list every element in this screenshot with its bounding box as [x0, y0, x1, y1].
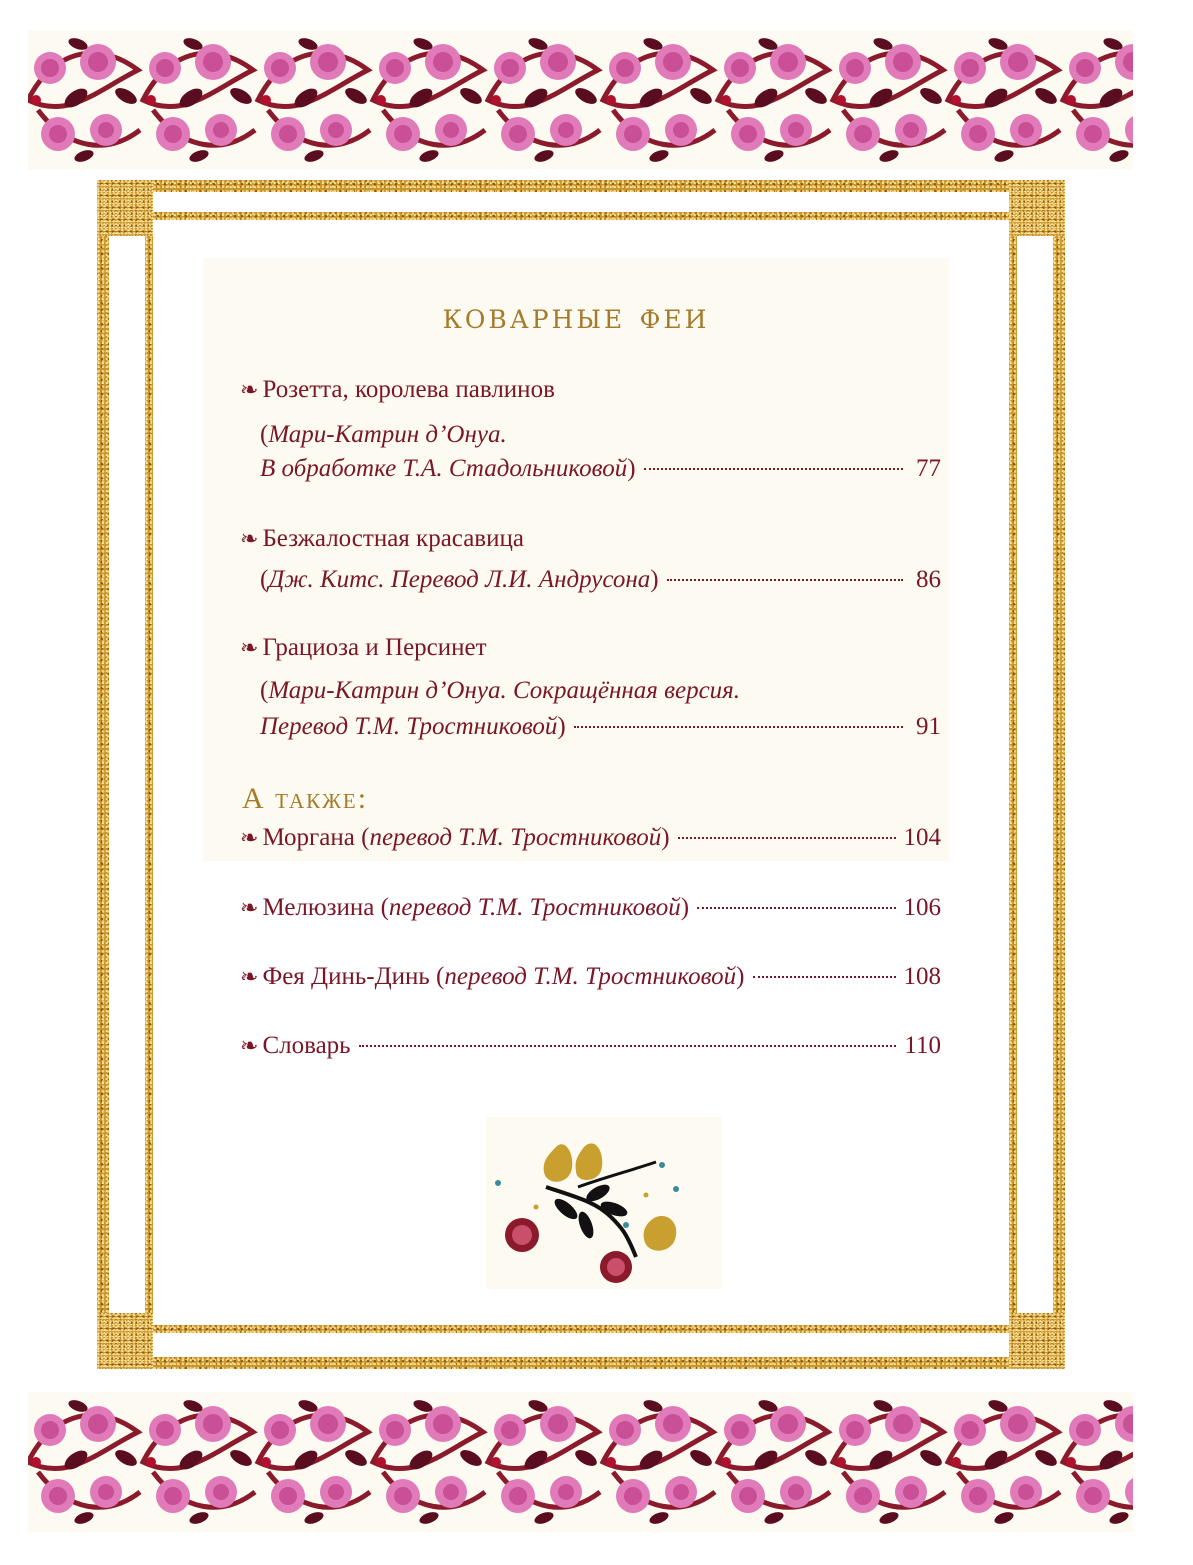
- toc-entry-credit: ( Мари-Катрин д’Онуа.: [260, 421, 507, 448]
- frame-outer-bottom: [97, 1357, 1065, 1369]
- dot-leader: [574, 726, 903, 728]
- frame-corner-bottom-left: [97, 1313, 153, 1369]
- rose-border-top: [28, 30, 1133, 170]
- toc-entry-pitiless-beauty[interactable]: [240, 525, 941, 553]
- frame-inner-bottom: [97, 1325, 1065, 1333]
- toc-entry-credit-text: перевод Т.М. Тростниковой: [369, 824, 662, 851]
- toc-entry-tinker-bell[interactable]: ❧ Фея Динь-Динь ( перевод Т.М. Тростниковой ) 108: [240, 963, 941, 990]
- toc-entry-credit-line: ( Дж. Китс. Перевод Л.И. Андрусона ) 86: [260, 566, 941, 593]
- toc-entry-credit-text: перевод Т.М. Тростниковой: [388, 894, 681, 921]
- toc-entry-title: Безжалостная красавица: [262, 525, 524, 552]
- toc-entry-credit-line: В обработке Т.А. Стадольниковой ) 77: [260, 455, 941, 482]
- toc-entry-title: Фея Динь-Динь: [262, 963, 430, 990]
- toc-entry-credit-line: Перевод Т.М. Тростниковой ) 91: [260, 713, 941, 740]
- pear-rose-vignette-icon: [486, 1117, 722, 1289]
- leaf-bullet-icon: ❧: [240, 825, 259, 850]
- toc-entry-credit-text: Дж. Китс. Перевод Л.И. Андрусона: [268, 566, 651, 593]
- toc-entry-title: Мелюзина: [262, 894, 375, 921]
- dot-leader: [678, 837, 896, 839]
- content-panel: [203, 258, 949, 861]
- frame-outer-right: [1053, 180, 1065, 1369]
- page-number: 104: [903, 824, 941, 851]
- toc-entry-melusine[interactable]: ❧ Мелюзина ( перевод Т.М. Тростниковой ) 106: [240, 894, 941, 921]
- frame-inner-right: [1009, 180, 1017, 1369]
- dot-leader: [753, 976, 896, 978]
- toc-entry-title: Моргана: [262, 824, 355, 851]
- frame-corner-top-right: [1009, 180, 1065, 236]
- dot-leader: [697, 907, 895, 909]
- toc-entry-title: Розетта, королева павлинов: [262, 376, 555, 403]
- dot-leader: [667, 579, 903, 581]
- page-number: 86: [916, 566, 941, 593]
- leaf-bullet-icon: ❧: [240, 1033, 259, 1058]
- leaf-bullet-icon: ❧: [240, 526, 259, 551]
- toc-entry-credit-text: Мари-Катрин д’Онуа.: [268, 421, 507, 448]
- leaf-bullet-icon: ❧: [240, 964, 259, 989]
- toc-entry-rosetta[interactable]: [240, 376, 941, 404]
- toc-entry-credit: ( Мари-Катрин д’Онуа. Сокращённая версия.: [260, 677, 741, 704]
- toc-entry-glossary[interactable]: [240, 1032, 941, 1060]
- frame-inner-top: [97, 212, 1065, 220]
- leaf-bullet-icon: ❧: [240, 635, 259, 660]
- dot-leader: [644, 468, 903, 470]
- section-title: коварные феи: [442, 296, 710, 337]
- page-number: 110: [904, 1032, 941, 1059]
- frame-outer-left: [97, 180, 109, 1369]
- page-number: 77: [916, 455, 941, 482]
- frame-corner-bottom-right: [1009, 1313, 1065, 1369]
- toc-entry-credit-text: Перевод Т.М. Тростниковой: [260, 713, 558, 740]
- frame-corner-top-left: [97, 180, 153, 236]
- page-number: 106: [903, 894, 941, 921]
- toc-entry-credit-text: В обработке Т.А. Стадольниковой: [260, 455, 628, 482]
- toc-entry-title: Грациоза и Персинет: [262, 634, 487, 661]
- frame-outer-top: [97, 180, 1065, 192]
- subsection-title: А также:: [242, 782, 369, 815]
- page-number: 91: [916, 713, 941, 740]
- leaf-bullet-icon: ❧: [240, 895, 259, 920]
- toc-entry-graciosa[interactable]: [240, 634, 941, 662]
- frame-inner-left: [145, 180, 153, 1369]
- toc-entry-morgana[interactable]: ❧ Моргана ( перевод Т.М. Тростниковой ) 104: [240, 824, 941, 851]
- toc-entry-credit-text: перевод Т.М. Тростниковой: [444, 963, 737, 990]
- toc-entry-credit-text: Мари-Катрин д’Онуа. Сокращённая версия.: [268, 677, 741, 704]
- leaf-bullet-icon: ❧: [240, 377, 259, 402]
- dot-leader: [359, 1045, 897, 1047]
- page-number: 108: [903, 963, 941, 990]
- rose-border-bottom: [28, 1392, 1133, 1532]
- toc-entry-title: Словарь: [262, 1032, 351, 1059]
